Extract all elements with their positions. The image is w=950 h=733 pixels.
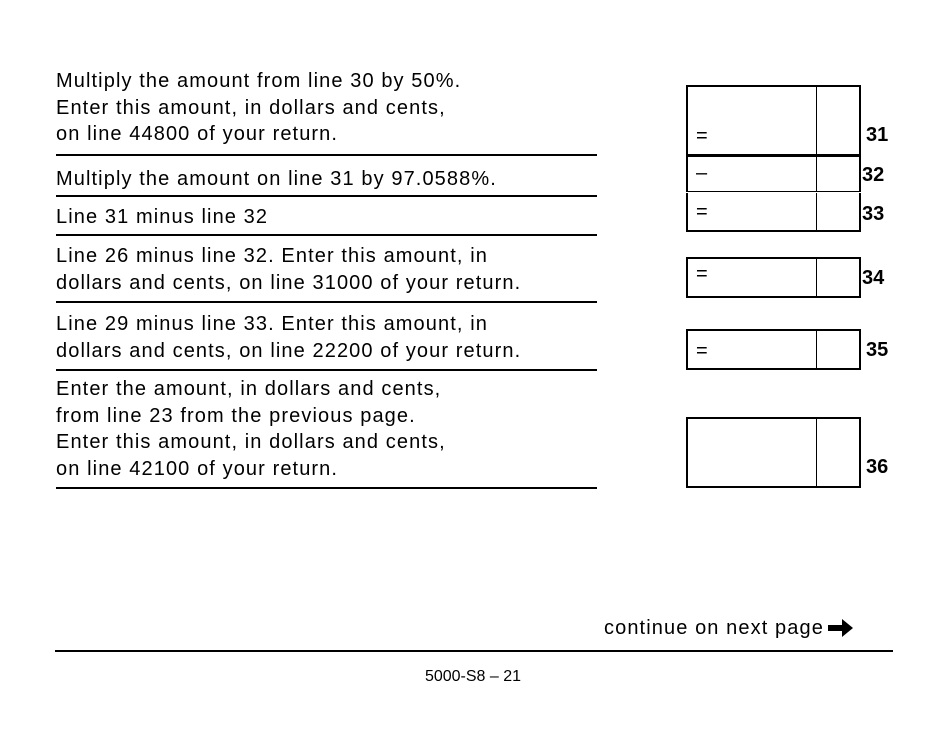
operator: = xyxy=(696,125,708,147)
line-number-31: 31 xyxy=(866,124,889,146)
text: Enter this amount, in dollars and cents, xyxy=(56,431,446,453)
cents-divider xyxy=(816,259,817,296)
text: Line 26 minus line 32. Enter this amount, in xyxy=(56,245,488,267)
text: on line 42100 of your return. xyxy=(56,457,339,480)
instruction-34 xyxy=(56,243,597,303)
instruction-33 xyxy=(56,204,597,236)
continue-note xyxy=(604,616,856,640)
cents-divider xyxy=(816,193,817,230)
amount-field-35[interactable] xyxy=(686,329,861,370)
page-number: 5000-S8 – 21 xyxy=(424,668,522,685)
instruction-32 xyxy=(56,166,597,197)
amount-field-32[interactable] xyxy=(686,155,861,192)
line-number-34: 34 xyxy=(862,267,885,289)
text: dollars and cents, on line 31000 of your return. xyxy=(56,271,522,294)
continue-text: continue on next page xyxy=(604,616,824,639)
operator: = xyxy=(696,201,708,223)
line-number-32: 32 xyxy=(862,164,885,186)
amount-field-33[interactable] xyxy=(686,193,861,232)
text: Enter the amount, in dollars and cents, xyxy=(56,378,442,400)
text: Line 31 minus line 32 xyxy=(56,206,269,228)
text: Line 29 minus line 33. Enter this amount, in xyxy=(56,313,488,335)
line-number-33: 33 xyxy=(862,203,885,225)
text: on line 44800 of your return. xyxy=(56,123,339,145)
amount-field-31[interactable] xyxy=(686,85,861,157)
text: dollars and cents, on line 22200 of your return. xyxy=(56,339,522,362)
cents-divider xyxy=(816,155,817,191)
operator: = xyxy=(696,263,708,285)
text: Multiply the amount from line 30 by 50%. xyxy=(56,70,462,92)
cents-divider xyxy=(816,87,817,154)
amount-field-36[interactable] xyxy=(686,417,861,488)
amount-field-34[interactable] xyxy=(686,257,861,298)
cents-divider xyxy=(816,331,817,368)
text: from line 23 from the previous page. xyxy=(56,404,416,427)
instruction-36 xyxy=(56,376,597,489)
instruction-31 xyxy=(56,68,597,156)
line-number-36: 36 xyxy=(866,456,889,478)
footer-rule xyxy=(55,650,893,652)
text: Enter this amount, in dollars and cents, xyxy=(56,96,446,119)
cents-divider xyxy=(816,419,817,486)
operator: – xyxy=(696,162,708,184)
arrow-right-icon xyxy=(826,616,856,640)
instruction-35 xyxy=(56,311,597,371)
line-number-35: 35 xyxy=(866,339,889,361)
text: Multiply the amount on line 31 by 97.0588%. xyxy=(56,168,497,190)
operator: = xyxy=(696,340,708,362)
